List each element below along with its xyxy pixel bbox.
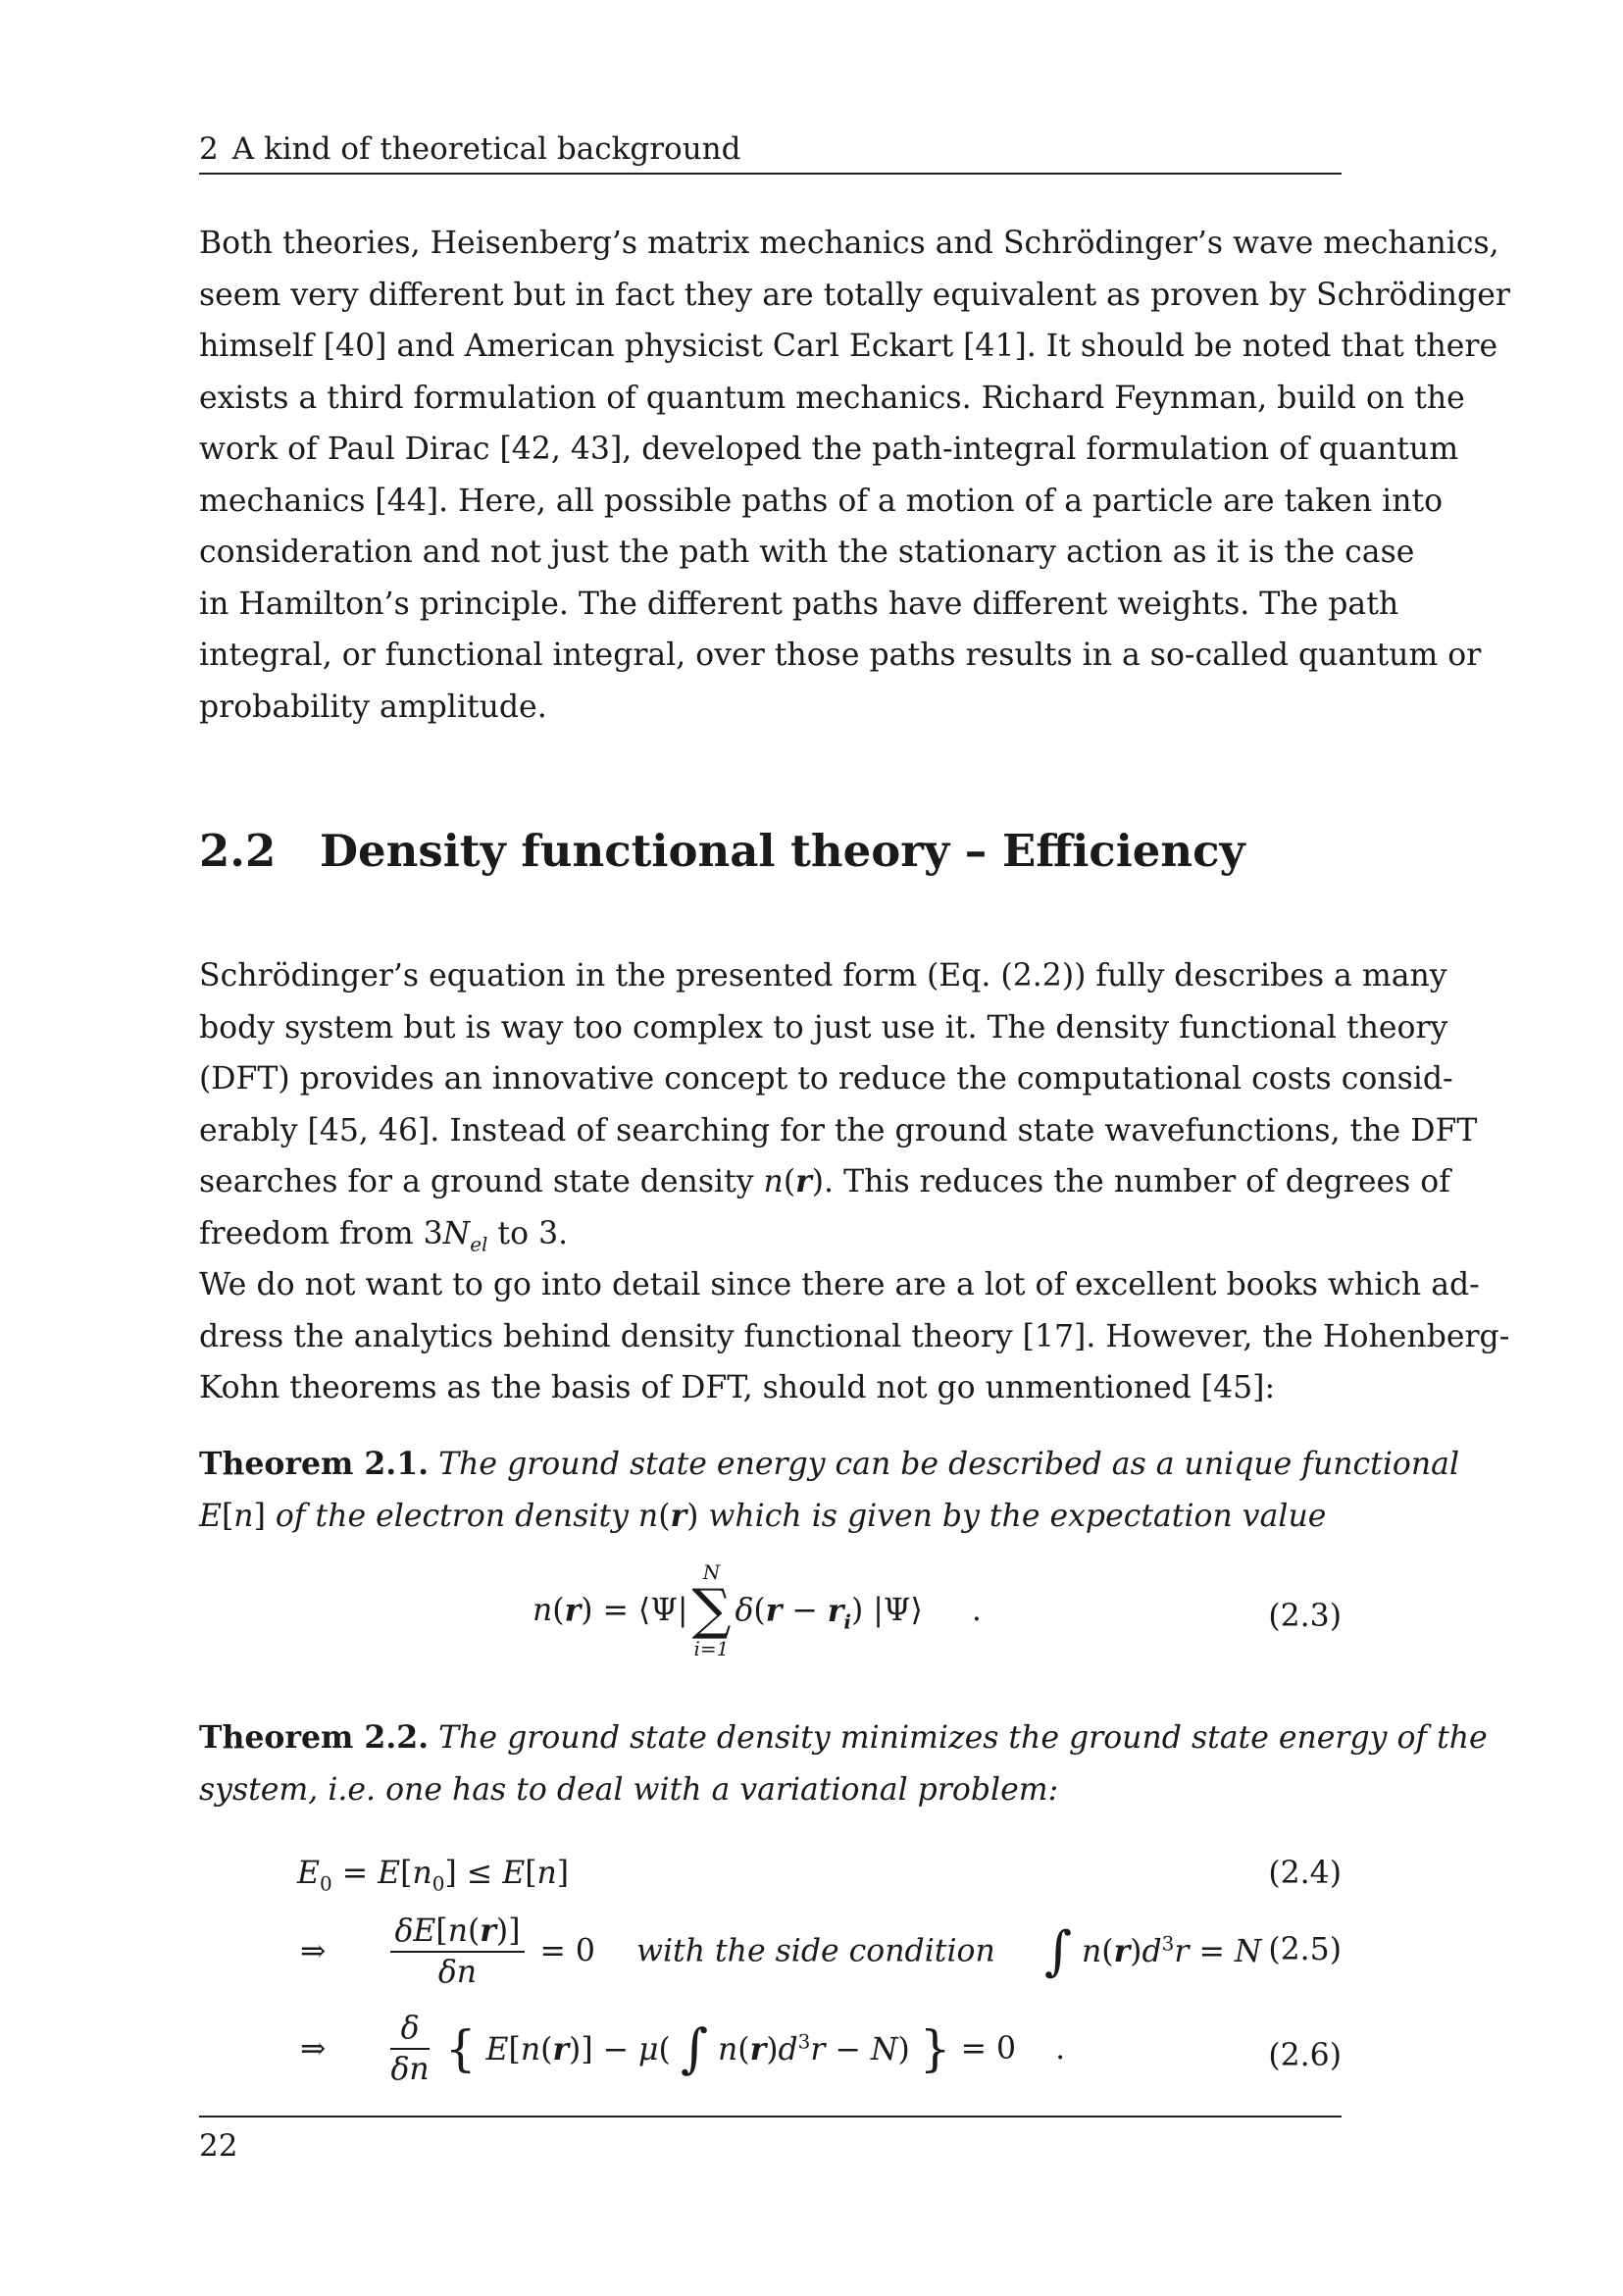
equation-2-6 <box>199 2011 1342 2109</box>
running-header <box>199 128 1342 175</box>
text-line: work of Paul Dirac [42, 43], developed the path-integral formulation of quantum <box>199 432 1459 467</box>
text-segment: . This reduces the number of degrees of <box>824 1164 1450 1199</box>
text-line: E[n] of the electron density n(r) which is given by the expectation value <box>199 1497 1327 1534</box>
text-segment: searches for a ground state density <box>199 1164 764 1199</box>
section-number: 2.2 <box>199 825 277 877</box>
section-heading <box>199 822 1342 881</box>
text-line <box>199 1439 1460 1491</box>
footer-rule <box>199 2116 1342 2117</box>
text-line: (DFT) provides an innovative concept to reduce the computational costs consid- <box>199 1061 1453 1097</box>
math-density: n <box>763 1164 784 1199</box>
text-line: seem very different but in fact they are totally equivalent as proven by Schrödinger <box>199 277 1510 313</box>
equation-body: n(r) = ⟨Ψ| N ∑ i=1 $\delta(r - r_i)$ |Ψ⟩ . <box>533 1560 982 1660</box>
functional-derivative: $\frac{\delta E[n(r)]}{\delta n}$ <box>390 1913 524 1990</box>
text-line: in Hamilton’s principle. The different paths have different weights. The path <box>199 586 1399 622</box>
text-line: system, i.e. one has to deal with a variational problem: <box>199 1771 1059 1808</box>
chapter-number: 2 <box>199 131 219 167</box>
text-line <box>199 1208 1342 1260</box>
text-line: Both theories, Heisenberg’s matrix mechanics and Schrödinger’s wave mechanics, <box>199 226 1499 261</box>
equation-2-4 <box>199 1856 1342 1905</box>
text-segment: to 3. <box>487 1215 569 1251</box>
integral-symbol: ∫ <box>680 2017 708 2079</box>
text-line: mechanics [44]. Here, all possible paths of a motion of a particle are taken into <box>199 483 1444 519</box>
theorem-text: which is given by the expectation value <box>698 1498 1327 1534</box>
equation-number: (2.6) <box>1268 2038 1342 2073</box>
side-condition-text: with the side condition <box>636 1933 995 1969</box>
text-line: himself [40] and American physicist Carl Eckart [41]. It should be noted that there <box>199 329 1498 364</box>
dft-paragraph <box>199 950 1510 1414</box>
equation-2-5 <box>199 1913 1342 2001</box>
equation-number: (2.5) <box>1268 1932 1342 1967</box>
chapter-title: A kind of theoretical background <box>231 131 741 167</box>
text-line: body system but is way too complex to just use it. The density functional theory <box>199 1009 1448 1046</box>
text-line: erably [45, 46]. Instead of searching for the ground state wavefunctions, the DFT <box>199 1112 1478 1148</box>
text-line: consideration and not just the path with the stationary action as it is the case <box>199 535 1415 570</box>
intro-paragraph <box>199 218 1510 733</box>
equation-number: (2.4) <box>1268 1856 1342 1891</box>
variation-operator: $\frac{\delta}{\delta n}$ <box>390 2011 430 2087</box>
equation-body: ⇒ $\frac{\delta}{\delta n}$ { E[n(r)] − μ( ∫ $n(r)d^3r - N$) } = 0 . <box>300 2011 1066 2087</box>
theorem-text: of the electron density <box>265 1498 638 1534</box>
equation-body: $E_0 = E[n_0] \le E[n]$ <box>297 1856 570 1896</box>
theorem-2-1 <box>199 1439 1460 1542</box>
section-title: Density functional theory – Efficiency <box>320 825 1245 877</box>
text-line: probability amplitude. <box>199 689 547 725</box>
text-line: exists a third formulation of quantum mechanics. Richard Feynman, build on the <box>199 380 1465 416</box>
theorem-2-2 <box>199 1712 1488 1815</box>
left-brace: { <box>444 2020 477 2077</box>
text-line: Kohn theorems as the basis of DFT, should not go unmentioned [45]: <box>199 1370 1276 1405</box>
text-line: dress the analytics behind density functional theory [17]. However, the Hohenberg- <box>199 1318 1510 1354</box>
text-line: We do not want to go into detail since there are a lot of excellent books which ad- <box>199 1267 1480 1302</box>
theorem-text: The ground state density minimizes the ground state energy of the <box>438 1720 1488 1756</box>
sum-symbol: N ∑ i=1 <box>691 1560 732 1660</box>
theorem-label: Theorem 2.1. <box>199 1446 430 1482</box>
equation-number: (2.3) <box>1268 1599 1342 1634</box>
page-number: 22 <box>199 2128 238 2164</box>
text-line <box>199 1712 1488 1764</box>
text-line: integral, or functional integral, over those paths results in a so-called quantum or <box>199 638 1482 673</box>
theorem-label: Theorem 2.2. <box>199 1719 430 1756</box>
text-line: searches for a ground state density n(r). This reduces the number of degrees of <box>199 1163 1450 1199</box>
equation-2-3 <box>199 1561 1342 1669</box>
text-line: Schrödinger’s equation in the presented form (Eq. (2.2)) fully describes a many <box>199 958 1447 994</box>
text-segment: freedom from 3 <box>199 1215 443 1251</box>
right-brace: } <box>919 2020 951 2077</box>
equation-body: ⇒ $\frac{\delta E[n(r)]}{\delta n}$ = 0 with the side condition ∫ $n(r)d^3r = N$ <box>300 1913 1262 1990</box>
integral-symbol: ∫ <box>1043 1919 1072 1982</box>
math-n-el: $N_{el}$ <box>442 1215 488 1255</box>
theorem-text: The ground state energy can be described as a unique functional <box>438 1447 1460 1482</box>
